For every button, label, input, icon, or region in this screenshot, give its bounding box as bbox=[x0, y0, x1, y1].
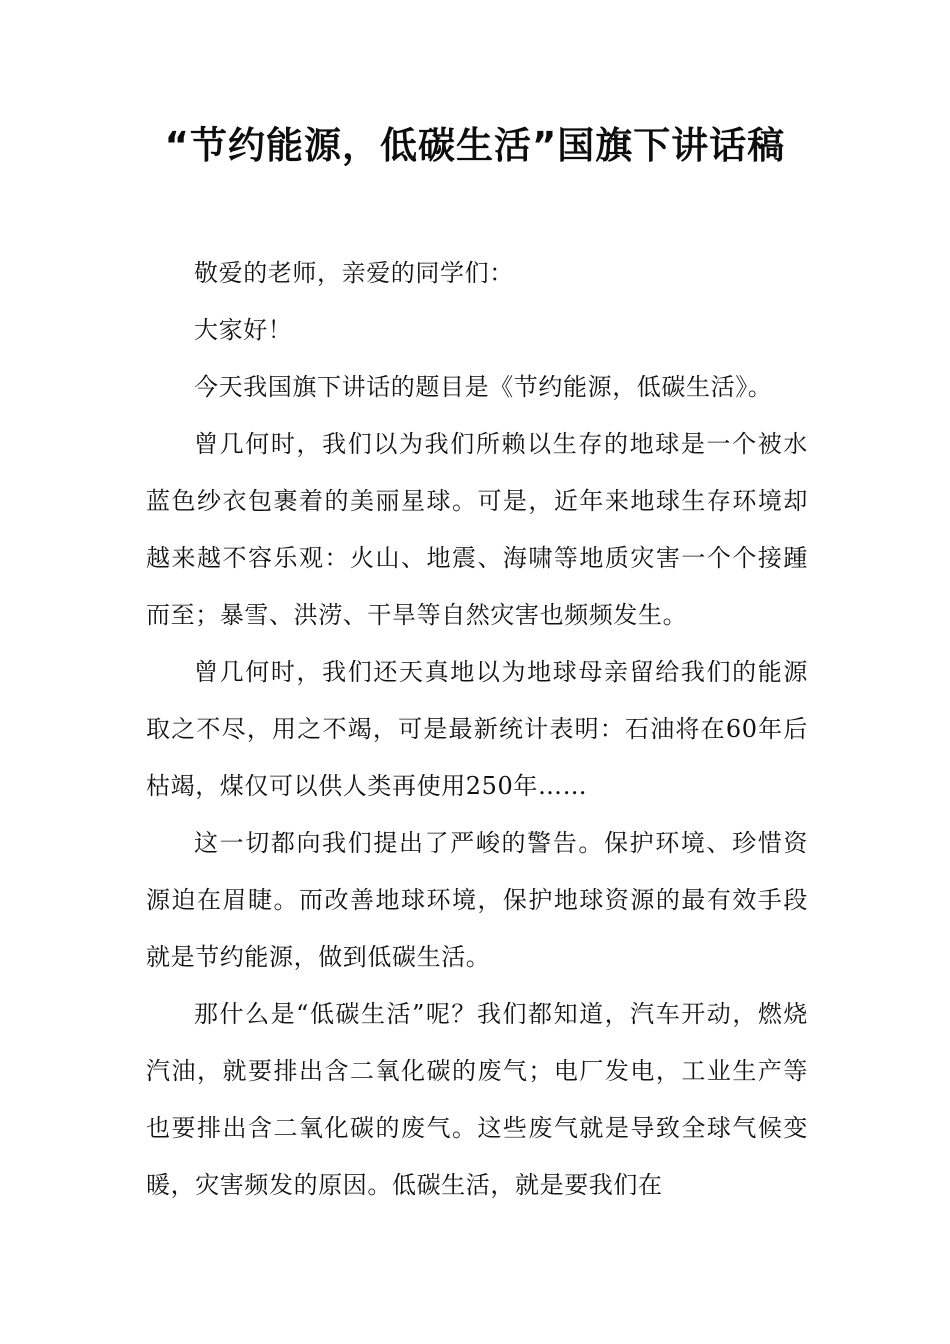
body-paragraph: 曾几何时，我们还天真地以为地球母亲留给我们的能源取之不尽，用之不竭，可是最新统计表明：石油将在60年后枯竭，煤仅可以供人类再使用250年…… bbox=[146, 658, 808, 800]
body-paragraph: 那什么是“低碳生活”呢？我们都知道，汽车开动，燃烧汽油，就要排出含二氧化碳的废气；电厂发电，工业生产等也要排出含二氧化碳的废气。这些废气就是导致全球气候变暖，灾害频发的原因。低碳生活，就是要我们在 bbox=[146, 1000, 808, 1199]
topic-paragraph: 今天我国旗下讲话的题目是《节约能源，低碳生活》。 bbox=[194, 373, 773, 401]
greeting: 大家好！ bbox=[194, 316, 293, 344]
body-paragraph: 这一切都向我们提出了严峻的警告。保护环境、珍惜资源迫在眉睫。而改善地球环境，保护地球资源的最有效手段就是节约能源，做到低碳生活。 bbox=[146, 829, 808, 971]
salutation: 敬爱的老师，亲爱的同学们： bbox=[194, 259, 514, 287]
document-body bbox=[146, 245, 808, 1214]
body-paragraph: 曾几何时，我们以为我们所赖以生存的地球是一个被水蓝色纱衣包裹着的美丽星球。可是，近年来地球生存环境却越来越不容乐观：火山、地震、海啸等地质灾害一个个接踵而至；暴雪、洪涝、干旱等自然灾害也频频发生。 bbox=[146, 430, 808, 629]
document-title: “节约能源，低碳生活”国旗下讲话稿 bbox=[164, 124, 786, 167]
